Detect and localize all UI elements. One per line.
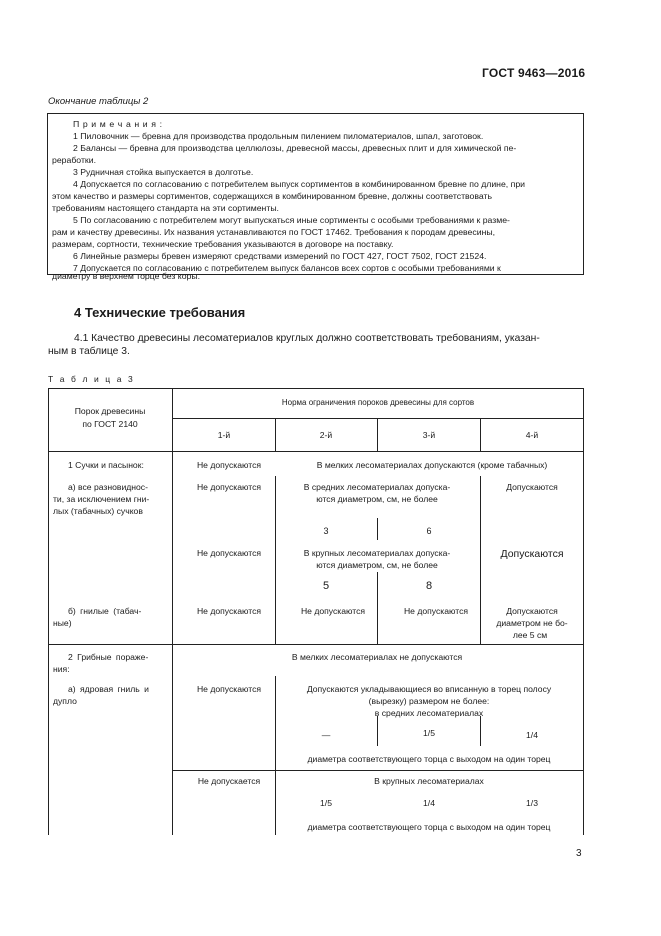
row-label: 2 Грибные пораже- (68, 652, 149, 662)
cell-value: 1/4 (526, 730, 538, 740)
cell: диаметром не бо- (496, 618, 568, 628)
cell-value: 3 (323, 526, 329, 536)
cell-value: 6 (426, 526, 432, 536)
cell: диаметра соответствующего торца с выходом на один торец (307, 822, 551, 832)
cell-value: 5 (322, 580, 330, 592)
section-heading: 4 Технические требования (74, 305, 246, 320)
note-line: 4 Допускается по согласованию с потребителем выпуск сортиментов в комбинированном бревне по длине, при (73, 179, 526, 189)
grade-header: 3-й (422, 430, 436, 440)
grade-header: 4-й (525, 430, 539, 440)
cell: ются диаметром, см, не более (316, 494, 438, 504)
cell: В мелких лесоматериалах допускаются (кроме табачных) (316, 460, 548, 470)
note-line: требованиям настоящего стандарта на эти сортименты. (52, 203, 279, 213)
cell-value: 8 (425, 580, 433, 592)
notes-box (47, 113, 584, 281)
note-line: 7 Допускается по согласованию с потребителем выпуск балансов всех сортов с особыми требованиями к (73, 263, 501, 273)
cell-value: 1/4 (423, 798, 435, 808)
cell-value: — (321, 730, 331, 740)
row-label: ти, за исключением гни- (53, 494, 150, 504)
note-line: рам и качеству древесины. Их названия устанавливаются по ГОСТ 17462. Требования к породам древесины, (52, 227, 496, 237)
grade-header: 2-й (319, 430, 333, 440)
cell: В крупных лесоматериалах (374, 776, 484, 786)
note-line: 6 Линейные размеры бревен измеряют средствами измерений по ГОСТ 427, ГОСТ 7502, ГОСТ 21524. (73, 251, 487, 261)
page-number: 3 (576, 848, 582, 859)
cell: Не допускается (197, 776, 261, 786)
cell: (вырезку) размером не более: (368, 696, 490, 706)
note-line: реработки. (52, 155, 96, 165)
note-line: 2 Балансы — бревна для производства целлюлозы, древесной массы, древесных плит и для химической пе- (73, 143, 517, 153)
cell: Не допускаются (196, 460, 262, 470)
note-line: размерам, сортности, технические требования указываются в договоре на поставку. (52, 239, 394, 249)
cell: в средних лесоматериалах (374, 708, 484, 718)
row-label: лых (табачных) сучков (53, 506, 143, 516)
cell-value: 1/3 (526, 798, 538, 808)
row-label: 1 Сучки и пасынок: (68, 460, 144, 470)
row-label: б) гнилые (табач- (68, 606, 142, 616)
note-line: 5 По согласованию с потребителем могут выпускаться иные сортименты с особыми требованиями к разме- (73, 215, 510, 225)
col0-header: по ГОСТ 2140 (82, 419, 138, 429)
cell: Не допускаются (196, 548, 262, 558)
cell: В мелких лесоматериалах не допускаются (291, 652, 463, 662)
cell-value: 1/5 (423, 728, 435, 738)
note-line: этом качество и размеры сортиментов, содержащихся в комбинированном бревне, должны соответствовать (52, 191, 493, 201)
col0-header: Порок древесины (74, 406, 146, 416)
section-paragraph: ным в таблице 3. (48, 346, 130, 357)
cell: Допускаются (506, 606, 558, 616)
row-label: дупло (53, 696, 77, 706)
cell: Допускаются (500, 548, 564, 560)
cell: В крупных лесоматериалах допуска- (303, 548, 451, 558)
table-caption: Т а б л и ц а 3 (48, 374, 135, 384)
cell: ются диаметром, см, не более (316, 560, 438, 570)
note-line: 3 Рудничная стойка выпускается в долготье. (73, 167, 254, 177)
grade-header: 1-й (217, 430, 231, 440)
cell: Не допускаются (196, 606, 262, 616)
standard-number: ГОСТ 9463—2016 (482, 66, 586, 80)
cell: лее 5 см (512, 630, 548, 640)
cell: Не допускаются (196, 684, 262, 694)
cell-value: 1/5 (320, 798, 332, 808)
cell: В средних лесоматериалах допуска- (303, 482, 451, 492)
cell: Допускаются укладывающиеся во вписанную в торец полосу (306, 684, 552, 694)
note-line: 1 Пиловочник — бревна для производства продольным пилением пиломатериалов, шпал, заготовок. (73, 131, 484, 141)
row-label: а) все разновиднос- (68, 482, 148, 492)
row-label: ные) (53, 618, 72, 628)
cell: Не допускаются (196, 482, 262, 492)
cell: Не допускаются (300, 606, 366, 616)
group-header: Норма ограничения пороков древесины для сортов (281, 398, 475, 407)
row-label: а) ядровая гниль и (68, 684, 149, 694)
note-line: диаметру в верхнем торце без коры. (52, 271, 201, 281)
notes-title: П р и м е ч а н и я : (73, 119, 163, 129)
row-label: ния: (53, 664, 70, 674)
cell: Не допускаются (403, 606, 469, 616)
cell: Допускаются (506, 482, 558, 492)
notes-caption: Окончание таблицы 2 (48, 96, 149, 107)
cell: диаметра соответствующего торца с выходом на один торец (307, 754, 551, 764)
section-paragraph: 4.1 Качество древесины лесоматериалов круглых должно соответствовать требованиям, указан- (74, 333, 540, 344)
